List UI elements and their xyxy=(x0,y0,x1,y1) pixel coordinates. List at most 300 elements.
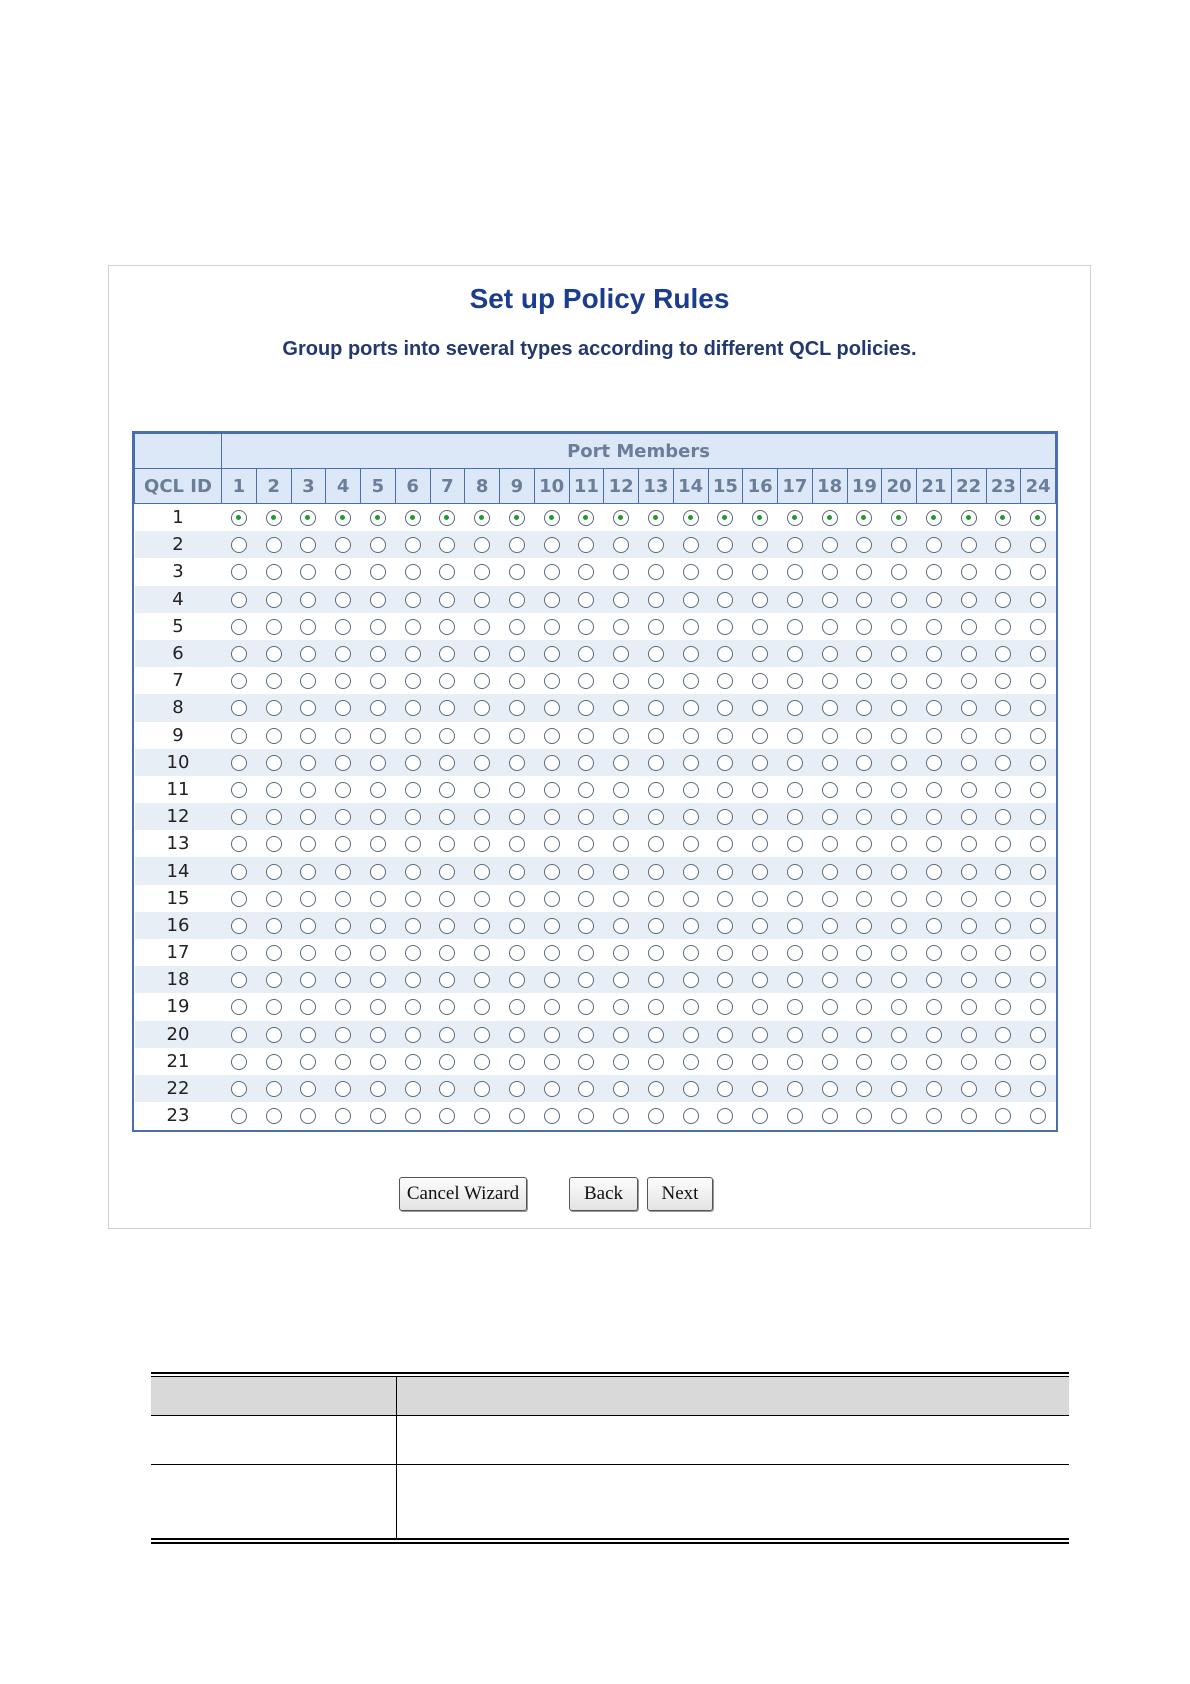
port-qcl-radio[interactable] xyxy=(405,755,421,771)
port-qcl-radio[interactable] xyxy=(300,972,316,988)
port-qcl-radio[interactable] xyxy=(544,1054,560,1070)
port-qcl-radio[interactable] xyxy=(544,891,560,907)
port-qcl-radio[interactable] xyxy=(961,592,977,608)
port-qcl-radio[interactable] xyxy=(995,700,1011,716)
port-qcl-radio[interactable] xyxy=(613,728,629,744)
port-qcl-radio[interactable] xyxy=(405,782,421,798)
port-qcl-radio[interactable] xyxy=(961,891,977,907)
port-qcl-radio[interactable] xyxy=(509,700,525,716)
port-qcl-radio[interactable] xyxy=(683,1081,699,1097)
port-qcl-radio[interactable] xyxy=(822,891,838,907)
port-qcl-radio[interactable] xyxy=(509,510,525,526)
port-qcl-radio[interactable] xyxy=(995,755,1011,771)
port-qcl-radio[interactable] xyxy=(961,972,977,988)
port-qcl-radio[interactable] xyxy=(752,1054,768,1070)
port-qcl-radio[interactable] xyxy=(926,700,942,716)
port-qcl-radio[interactable] xyxy=(891,755,907,771)
port-qcl-radio[interactable] xyxy=(300,945,316,961)
port-qcl-radio[interactable] xyxy=(648,891,664,907)
port-qcl-radio[interactable] xyxy=(544,646,560,662)
port-qcl-radio[interactable] xyxy=(856,1108,872,1124)
port-qcl-radio[interactable] xyxy=(509,1081,525,1097)
port-qcl-radio[interactable] xyxy=(613,891,629,907)
port-qcl-radio[interactable] xyxy=(648,918,664,934)
port-qcl-radio[interactable] xyxy=(231,619,247,635)
port-qcl-radio[interactable] xyxy=(752,728,768,744)
port-qcl-radio[interactable] xyxy=(891,1054,907,1070)
port-qcl-radio[interactable] xyxy=(683,891,699,907)
port-qcl-radio[interactable] xyxy=(405,700,421,716)
port-qcl-radio[interactable] xyxy=(439,537,455,553)
port-qcl-radio[interactable] xyxy=(787,1108,803,1124)
port-qcl-radio[interactable] xyxy=(300,891,316,907)
port-qcl-radio[interactable] xyxy=(474,510,490,526)
port-qcl-radio[interactable] xyxy=(231,1054,247,1070)
port-qcl-radio[interactable] xyxy=(439,836,455,852)
port-qcl-radio[interactable] xyxy=(335,782,351,798)
port-qcl-radio[interactable] xyxy=(787,700,803,716)
port-qcl-radio[interactable] xyxy=(995,864,1011,880)
port-qcl-radio[interactable] xyxy=(856,700,872,716)
port-qcl-radio[interactable] xyxy=(405,619,421,635)
port-qcl-radio[interactable] xyxy=(926,918,942,934)
port-qcl-radio[interactable] xyxy=(405,646,421,662)
port-qcl-radio[interactable] xyxy=(439,1027,455,1043)
port-qcl-radio[interactable] xyxy=(752,809,768,825)
port-qcl-radio[interactable] xyxy=(926,646,942,662)
port-qcl-radio[interactable] xyxy=(231,564,247,580)
port-qcl-radio[interactable] xyxy=(231,836,247,852)
port-qcl-radio[interactable] xyxy=(335,700,351,716)
port-qcl-radio[interactable] xyxy=(370,972,386,988)
port-qcl-radio[interactable] xyxy=(405,673,421,689)
port-qcl-radio[interactable] xyxy=(683,619,699,635)
port-qcl-radio[interactable] xyxy=(822,673,838,689)
port-qcl-radio[interactable] xyxy=(787,673,803,689)
port-qcl-radio[interactable] xyxy=(995,972,1011,988)
port-qcl-radio[interactable] xyxy=(474,755,490,771)
port-qcl-radio[interactable] xyxy=(335,1027,351,1043)
port-qcl-radio[interactable] xyxy=(683,592,699,608)
port-qcl-radio[interactable] xyxy=(891,809,907,825)
port-qcl-radio[interactable] xyxy=(891,972,907,988)
port-qcl-radio[interactable] xyxy=(995,1027,1011,1043)
port-qcl-radio[interactable] xyxy=(613,592,629,608)
port-qcl-radio[interactable] xyxy=(891,1027,907,1043)
port-qcl-radio[interactable] xyxy=(578,972,594,988)
port-qcl-radio[interactable] xyxy=(578,1081,594,1097)
port-qcl-radio[interactable] xyxy=(961,700,977,716)
port-qcl-radio[interactable] xyxy=(717,755,733,771)
port-qcl-radio[interactable] xyxy=(509,1054,525,1070)
port-qcl-radio[interactable] xyxy=(856,836,872,852)
port-qcl-radio[interactable] xyxy=(231,510,247,526)
port-qcl-radio[interactable] xyxy=(961,809,977,825)
port-qcl-radio[interactable] xyxy=(926,564,942,580)
port-qcl-radio[interactable] xyxy=(926,782,942,798)
port-qcl-radio[interactable] xyxy=(474,972,490,988)
port-qcl-radio[interactable] xyxy=(787,755,803,771)
port-qcl-radio[interactable] xyxy=(474,700,490,716)
port-qcl-radio[interactable] xyxy=(752,782,768,798)
port-qcl-radio[interactable] xyxy=(370,999,386,1015)
port-qcl-radio[interactable] xyxy=(822,537,838,553)
port-qcl-radio[interactable] xyxy=(231,673,247,689)
port-qcl-radio[interactable] xyxy=(856,619,872,635)
port-qcl-radio[interactable] xyxy=(474,728,490,744)
port-qcl-radio[interactable] xyxy=(439,999,455,1015)
port-qcl-radio[interactable] xyxy=(961,864,977,880)
port-qcl-radio[interactable] xyxy=(300,564,316,580)
port-qcl-radio[interactable] xyxy=(335,564,351,580)
port-qcl-radio[interactable] xyxy=(1030,809,1046,825)
port-qcl-radio[interactable] xyxy=(787,999,803,1015)
port-qcl-radio[interactable] xyxy=(891,1081,907,1097)
port-qcl-radio[interactable] xyxy=(439,646,455,662)
port-qcl-radio[interactable] xyxy=(266,673,282,689)
port-qcl-radio[interactable] xyxy=(787,619,803,635)
port-qcl-radio[interactable] xyxy=(752,972,768,988)
port-qcl-radio[interactable] xyxy=(822,945,838,961)
port-qcl-radio[interactable] xyxy=(266,592,282,608)
port-qcl-radio[interactable] xyxy=(335,945,351,961)
port-qcl-radio[interactable] xyxy=(578,619,594,635)
port-qcl-radio[interactable] xyxy=(856,782,872,798)
port-qcl-radio[interactable] xyxy=(578,945,594,961)
port-qcl-radio[interactable] xyxy=(405,1054,421,1070)
port-qcl-radio[interactable] xyxy=(648,1081,664,1097)
port-qcl-radio[interactable] xyxy=(961,782,977,798)
port-qcl-radio[interactable] xyxy=(613,646,629,662)
port-qcl-radio[interactable] xyxy=(787,836,803,852)
port-qcl-radio[interactable] xyxy=(891,999,907,1015)
port-qcl-radio[interactable] xyxy=(231,972,247,988)
port-qcl-radio[interactable] xyxy=(335,592,351,608)
port-qcl-radio[interactable] xyxy=(752,1081,768,1097)
port-qcl-radio[interactable] xyxy=(439,782,455,798)
port-qcl-radio[interactable] xyxy=(405,537,421,553)
port-qcl-radio[interactable] xyxy=(474,537,490,553)
port-qcl-radio[interactable] xyxy=(335,646,351,662)
port-qcl-radio[interactable] xyxy=(752,646,768,662)
port-qcl-radio[interactable] xyxy=(231,700,247,716)
port-qcl-radio[interactable] xyxy=(335,755,351,771)
port-qcl-radio[interactable] xyxy=(856,537,872,553)
port-qcl-radio[interactable] xyxy=(613,673,629,689)
port-qcl-radio[interactable] xyxy=(891,673,907,689)
port-qcl-radio[interactable] xyxy=(405,592,421,608)
port-qcl-radio[interactable] xyxy=(717,1108,733,1124)
port-qcl-radio[interactable] xyxy=(231,1081,247,1097)
port-qcl-radio[interactable] xyxy=(717,1054,733,1070)
port-qcl-radio[interactable] xyxy=(370,700,386,716)
port-qcl-radio[interactable] xyxy=(335,1108,351,1124)
port-qcl-radio[interactable] xyxy=(1030,1108,1046,1124)
port-qcl-radio[interactable] xyxy=(995,1054,1011,1070)
port-qcl-radio[interactable] xyxy=(613,809,629,825)
port-qcl-radio[interactable] xyxy=(439,864,455,880)
port-qcl-radio[interactable] xyxy=(300,1108,316,1124)
port-qcl-radio[interactable] xyxy=(300,1027,316,1043)
port-qcl-radio[interactable] xyxy=(891,510,907,526)
port-qcl-radio[interactable] xyxy=(856,646,872,662)
port-qcl-radio[interactable] xyxy=(266,1027,282,1043)
port-qcl-radio[interactable] xyxy=(231,537,247,553)
port-qcl-radio[interactable] xyxy=(1030,673,1046,689)
port-qcl-radio[interactable] xyxy=(926,592,942,608)
port-qcl-radio[interactable] xyxy=(752,891,768,907)
port-qcl-radio[interactable] xyxy=(1030,999,1046,1015)
port-qcl-radio[interactable] xyxy=(787,782,803,798)
port-qcl-radio[interactable] xyxy=(822,728,838,744)
port-qcl-radio[interactable] xyxy=(370,782,386,798)
port-qcl-radio[interactable] xyxy=(822,782,838,798)
port-qcl-radio[interactable] xyxy=(544,510,560,526)
port-qcl-radio[interactable] xyxy=(752,836,768,852)
port-qcl-radio[interactable] xyxy=(1030,619,1046,635)
port-qcl-radio[interactable] xyxy=(683,864,699,880)
port-qcl-radio[interactable] xyxy=(648,836,664,852)
port-qcl-radio[interactable] xyxy=(961,510,977,526)
port-qcl-radio[interactable] xyxy=(648,972,664,988)
port-qcl-radio[interactable] xyxy=(578,673,594,689)
port-qcl-radio[interactable] xyxy=(578,999,594,1015)
port-qcl-radio[interactable] xyxy=(752,999,768,1015)
port-qcl-radio[interactable] xyxy=(683,1027,699,1043)
port-qcl-radio[interactable] xyxy=(231,918,247,934)
port-qcl-radio[interactable] xyxy=(926,755,942,771)
port-qcl-radio[interactable] xyxy=(509,945,525,961)
port-qcl-radio[interactable] xyxy=(961,918,977,934)
port-qcl-radio[interactable] xyxy=(544,537,560,553)
port-qcl-radio[interactable] xyxy=(856,510,872,526)
port-qcl-radio[interactable] xyxy=(613,537,629,553)
port-qcl-radio[interactable] xyxy=(231,592,247,608)
port-qcl-radio[interactable] xyxy=(474,945,490,961)
port-qcl-radio[interactable] xyxy=(300,918,316,934)
port-qcl-radio[interactable] xyxy=(961,1054,977,1070)
port-qcl-radio[interactable] xyxy=(891,646,907,662)
port-qcl-radio[interactable] xyxy=(856,1081,872,1097)
port-qcl-radio[interactable] xyxy=(613,510,629,526)
port-qcl-radio[interactable] xyxy=(405,1081,421,1097)
port-qcl-radio[interactable] xyxy=(926,864,942,880)
port-qcl-radio[interactable] xyxy=(961,564,977,580)
port-qcl-radio[interactable] xyxy=(335,1054,351,1070)
port-qcl-radio[interactable] xyxy=(578,809,594,825)
port-qcl-radio[interactable] xyxy=(683,755,699,771)
port-qcl-radio[interactable] xyxy=(683,510,699,526)
port-qcl-radio[interactable] xyxy=(717,836,733,852)
port-qcl-radio[interactable] xyxy=(926,836,942,852)
port-qcl-radio[interactable] xyxy=(300,510,316,526)
port-qcl-radio[interactable] xyxy=(266,999,282,1015)
port-qcl-radio[interactable] xyxy=(891,728,907,744)
port-qcl-radio[interactable] xyxy=(370,1054,386,1070)
port-qcl-radio[interactable] xyxy=(648,646,664,662)
port-qcl-radio[interactable] xyxy=(961,646,977,662)
port-qcl-radio[interactable] xyxy=(335,809,351,825)
port-qcl-radio[interactable] xyxy=(856,564,872,580)
port-qcl-radio[interactable] xyxy=(891,619,907,635)
port-qcl-radio[interactable] xyxy=(370,673,386,689)
port-qcl-radio[interactable] xyxy=(1030,646,1046,662)
port-qcl-radio[interactable] xyxy=(335,972,351,988)
port-qcl-radio[interactable] xyxy=(370,1081,386,1097)
port-qcl-radio[interactable] xyxy=(300,1054,316,1070)
port-qcl-radio[interactable] xyxy=(474,918,490,934)
port-qcl-radio[interactable] xyxy=(926,945,942,961)
port-qcl-radio[interactable] xyxy=(891,1108,907,1124)
port-qcl-radio[interactable] xyxy=(613,999,629,1015)
port-qcl-radio[interactable] xyxy=(648,1108,664,1124)
port-qcl-radio[interactable] xyxy=(717,891,733,907)
port-qcl-radio[interactable] xyxy=(335,673,351,689)
port-qcl-radio[interactable] xyxy=(474,564,490,580)
port-qcl-radio[interactable] xyxy=(648,945,664,961)
port-qcl-radio[interactable] xyxy=(613,1027,629,1043)
port-qcl-radio[interactable] xyxy=(717,809,733,825)
port-qcl-radio[interactable] xyxy=(648,728,664,744)
port-qcl-radio[interactable] xyxy=(1030,1054,1046,1070)
port-qcl-radio[interactable] xyxy=(926,1054,942,1070)
port-qcl-radio[interactable] xyxy=(370,891,386,907)
port-qcl-radio[interactable] xyxy=(439,1081,455,1097)
port-qcl-radio[interactable] xyxy=(822,836,838,852)
port-qcl-radio[interactable] xyxy=(474,646,490,662)
port-qcl-radio[interactable] xyxy=(578,537,594,553)
port-qcl-radio[interactable] xyxy=(300,864,316,880)
port-qcl-radio[interactable] xyxy=(648,1027,664,1043)
port-qcl-radio[interactable] xyxy=(1030,891,1046,907)
port-qcl-radio[interactable] xyxy=(683,782,699,798)
port-qcl-radio[interactable] xyxy=(231,999,247,1015)
port-qcl-radio[interactable] xyxy=(439,1108,455,1124)
port-qcl-radio[interactable] xyxy=(370,592,386,608)
port-qcl-radio[interactable] xyxy=(509,1027,525,1043)
port-qcl-radio[interactable] xyxy=(891,700,907,716)
port-qcl-radio[interactable] xyxy=(717,999,733,1015)
port-qcl-radio[interactable] xyxy=(856,728,872,744)
port-qcl-radio[interactable] xyxy=(439,1054,455,1070)
port-qcl-radio[interactable] xyxy=(370,945,386,961)
port-qcl-radio[interactable] xyxy=(995,809,1011,825)
port-qcl-radio[interactable] xyxy=(961,619,977,635)
port-qcl-radio[interactable] xyxy=(1030,537,1046,553)
port-qcl-radio[interactable] xyxy=(995,891,1011,907)
next-button[interactable]: Next xyxy=(647,1177,713,1211)
port-qcl-radio[interactable] xyxy=(474,809,490,825)
port-qcl-radio[interactable] xyxy=(1030,592,1046,608)
port-qcl-radio[interactable] xyxy=(405,836,421,852)
port-qcl-radio[interactable] xyxy=(439,755,455,771)
port-qcl-radio[interactable] xyxy=(544,864,560,880)
port-qcl-radio[interactable] xyxy=(544,972,560,988)
port-qcl-radio[interactable] xyxy=(370,1108,386,1124)
port-qcl-radio[interactable] xyxy=(822,700,838,716)
port-qcl-radio[interactable] xyxy=(405,728,421,744)
port-qcl-radio[interactable] xyxy=(683,673,699,689)
port-qcl-radio[interactable] xyxy=(683,809,699,825)
port-qcl-radio[interactable] xyxy=(648,673,664,689)
port-qcl-radio[interactable] xyxy=(578,592,594,608)
port-qcl-radio[interactable] xyxy=(717,782,733,798)
port-qcl-radio[interactable] xyxy=(717,864,733,880)
port-qcl-radio[interactable] xyxy=(405,1027,421,1043)
port-qcl-radio[interactable] xyxy=(405,891,421,907)
port-qcl-radio[interactable] xyxy=(891,782,907,798)
port-qcl-radio[interactable] xyxy=(995,728,1011,744)
port-qcl-radio[interactable] xyxy=(439,809,455,825)
cancel-wizard-button[interactable]: Cancel Wizard xyxy=(399,1177,527,1211)
port-qcl-radio[interactable] xyxy=(787,864,803,880)
port-qcl-radio[interactable] xyxy=(474,782,490,798)
port-qcl-radio[interactable] xyxy=(474,864,490,880)
port-qcl-radio[interactable] xyxy=(995,1081,1011,1097)
port-qcl-radio[interactable] xyxy=(509,999,525,1015)
port-qcl-radio[interactable] xyxy=(474,1054,490,1070)
port-qcl-radio[interactable] xyxy=(926,673,942,689)
port-qcl-radio[interactable] xyxy=(822,619,838,635)
port-qcl-radio[interactable] xyxy=(787,972,803,988)
port-qcl-radio[interactable] xyxy=(405,999,421,1015)
port-qcl-radio[interactable] xyxy=(995,1108,1011,1124)
port-qcl-radio[interactable] xyxy=(1030,510,1046,526)
port-qcl-radio[interactable] xyxy=(266,945,282,961)
port-qcl-radio[interactable] xyxy=(509,782,525,798)
port-qcl-radio[interactable] xyxy=(266,728,282,744)
port-qcl-radio[interactable] xyxy=(613,700,629,716)
port-qcl-radio[interactable] xyxy=(578,918,594,934)
port-qcl-radio[interactable] xyxy=(926,1108,942,1124)
port-qcl-radio[interactable] xyxy=(1030,972,1046,988)
port-qcl-radio[interactable] xyxy=(613,1054,629,1070)
port-qcl-radio[interactable] xyxy=(544,673,560,689)
port-qcl-radio[interactable] xyxy=(787,728,803,744)
port-qcl-radio[interactable] xyxy=(266,864,282,880)
port-qcl-radio[interactable] xyxy=(822,918,838,934)
port-qcl-radio[interactable] xyxy=(648,782,664,798)
port-qcl-radio[interactable] xyxy=(856,999,872,1015)
port-qcl-radio[interactable] xyxy=(717,972,733,988)
port-qcl-radio[interactable] xyxy=(1030,864,1046,880)
port-qcl-radio[interactable] xyxy=(509,755,525,771)
port-qcl-radio[interactable] xyxy=(856,1054,872,1070)
port-qcl-radio[interactable] xyxy=(1030,836,1046,852)
port-qcl-radio[interactable] xyxy=(683,646,699,662)
port-qcl-radio[interactable] xyxy=(961,836,977,852)
port-qcl-radio[interactable] xyxy=(752,510,768,526)
port-qcl-radio[interactable] xyxy=(856,918,872,934)
port-qcl-radio[interactable] xyxy=(231,1108,247,1124)
port-qcl-radio[interactable] xyxy=(509,836,525,852)
port-qcl-radio[interactable] xyxy=(300,755,316,771)
port-qcl-radio[interactable] xyxy=(439,728,455,744)
port-qcl-radio[interactable] xyxy=(509,564,525,580)
port-qcl-radio[interactable] xyxy=(926,537,942,553)
port-qcl-radio[interactable] xyxy=(509,592,525,608)
port-qcl-radio[interactable] xyxy=(683,700,699,716)
port-qcl-radio[interactable] xyxy=(752,1108,768,1124)
port-qcl-radio[interactable] xyxy=(752,564,768,580)
port-qcl-radio[interactable] xyxy=(266,782,282,798)
port-qcl-radio[interactable] xyxy=(891,836,907,852)
port-qcl-radio[interactable] xyxy=(787,1054,803,1070)
port-qcl-radio[interactable] xyxy=(822,972,838,988)
port-qcl-radio[interactable] xyxy=(752,945,768,961)
port-qcl-radio[interactable] xyxy=(231,945,247,961)
port-qcl-radio[interactable] xyxy=(474,1027,490,1043)
